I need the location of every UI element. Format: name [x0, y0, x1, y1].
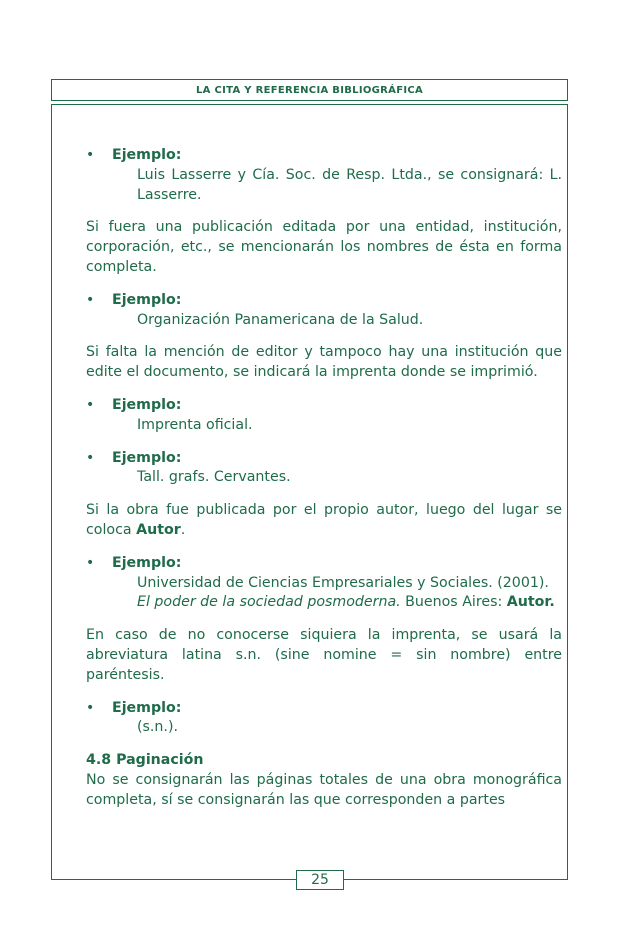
example-label: Ejemplo:: [112, 291, 182, 308]
example-label: Ejemplo:: [112, 396, 182, 413]
bullet-icon: •: [86, 699, 95, 716]
example-label: Ejemplo:: [112, 554, 182, 571]
bullet-icon: •: [86, 449, 95, 466]
author-keyword: Autor: [136, 521, 181, 538]
bullet-icon: •: [86, 396, 95, 413]
example-6-heading: [86, 699, 562, 719]
example-6-body: (s.n.).: [137, 719, 178, 736]
paragraph-sn: En caso de no conocerse siquiera la imprenta, se usará la abreviatura latina s.n. (sine nomine = sin nombre) entre paréntesis.: [86, 627, 562, 683]
example-4-body: Tall. grafs. Cervantes.: [137, 469, 291, 486]
bullet-icon: •: [86, 147, 95, 163]
paragraph-pagination: No se consignarán las páginas totales de una obra monográfica completa, sí se consignarán las que corresponden a partes: [86, 771, 562, 808]
example-5-place: Buenos Aires:: [400, 594, 507, 611]
paragraph-printer: Si falta la mención de editor y tampoco hay una institución que edite el documento, se indicará la imprenta donde se imprimió.: [86, 344, 562, 381]
example-5-title: El poder de la sociedad posmoderna.: [137, 594, 401, 611]
running-header-title: LA CITA Y REFERENCIA BIBLIOGRÁFICA: [195, 84, 424, 96]
paragraph-entity: Si fuera una publicación editada por una entidad, institución, corporación, etc., se mencionarán los nombres de ésta en forma completa.: [86, 219, 562, 275]
example-1-body: Luis Lasserre y Cía. Soc. de Resp. Ltda., se consignará: L. Lasserre.: [137, 166, 562, 203]
example-2-heading: [86, 291, 562, 311]
section-title: 4.8 Paginación: [86, 752, 204, 769]
paragraph-author-end: .: [180, 521, 186, 538]
example-4-heading: [86, 449, 562, 469]
running-header: [51, 79, 568, 101]
example-1-heading: [86, 146, 562, 166]
bullet-icon: •: [86, 291, 95, 308]
page-content: [86, 146, 562, 824]
example-label: Ejemplo:: [112, 699, 182, 716]
bullet-icon: •: [86, 554, 95, 571]
example-5-body: [86, 574, 562, 614]
example-2-body: Organización Panamericana de la Salud.: [137, 311, 424, 328]
example-3-body: Imprenta oficial.: [137, 416, 253, 433]
page-number: 25: [296, 870, 344, 890]
example-5-author: Autor.: [506, 594, 555, 611]
paragraph-author-text: Si la obra fue publicada por el propio autor, luego del lugar se coloca: [86, 502, 562, 538]
example-5-heading: [86, 554, 562, 574]
example-label: Ejemplo:: [112, 449, 182, 466]
example-label: Ejemplo:: [112, 147, 182, 163]
example-3-heading: [86, 396, 562, 416]
paragraph-author: [86, 501, 562, 541]
example-5-line1: Universidad de Ciencias Empresariales y Sociales. (2001).: [137, 574, 549, 591]
